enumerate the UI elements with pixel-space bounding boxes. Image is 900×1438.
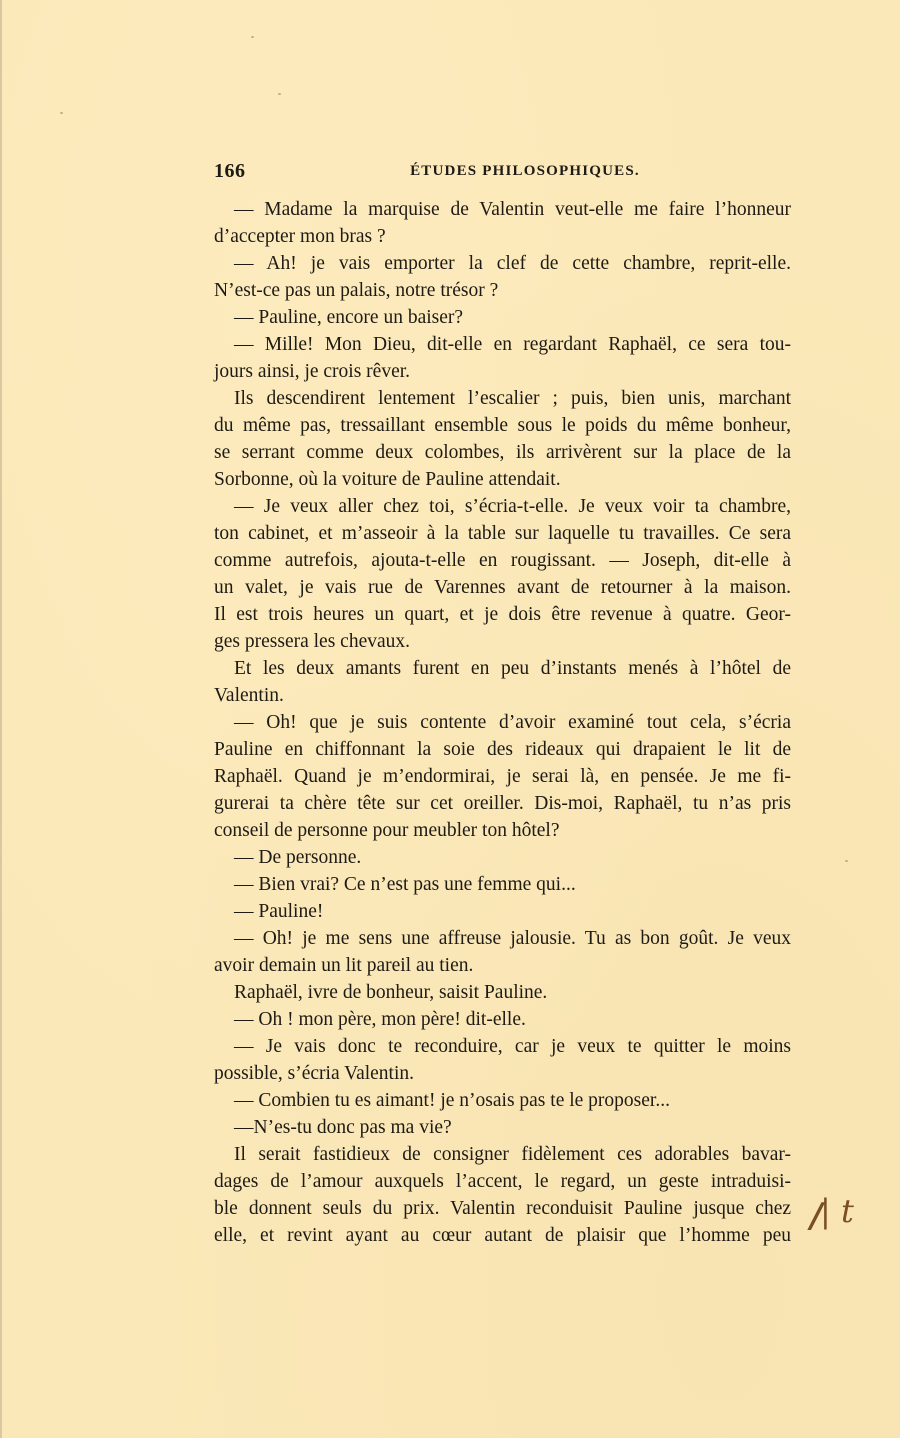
paper-speck [845,860,848,862]
proof-mark: / [810,1196,823,1236]
text-line: — Oh! je me sens une affreuse jalousie. Tu as bon goût. Je veux [234,928,791,949]
text-line: ges pressera les chevaux. [214,631,410,652]
text-line: — Madame la marquise de Valentin veut-elle me faire l’honneur [234,199,791,220]
text-line: N’est-ce pas un palais, notre trésor ? [214,280,499,301]
text-line: — Oh! que je suis contente d’avoir examiné tout cela, s’écria [234,712,791,733]
paper-speck [251,36,254,38]
text-line: jours ainsi, je crois rêver. [214,361,411,382]
text-line: — Oh ! mon père, mon père! dit-elle. [234,1009,526,1030]
text-line: dages de l’amour auxquels l’accent, le regard, un geste intraduisi- [214,1171,791,1192]
text-line: — De personne. [234,847,362,868]
text-line: Il est trois heures un quart, et je dois être revenue à quatre. Geor- [214,604,791,625]
text-line: un valet, je vais rue de Varennes avant de retourner à la maison. [214,577,791,598]
text-line: conseil de personne pour meubler ton hôtel? [214,820,560,841]
text-line: — Pauline! [234,901,324,922]
text-line: — Combien tu es aimant! je n’osais pas te le proposer... [234,1090,670,1111]
page-header [214,160,796,188]
text-line: comme autrefois, ajouta-t-elle en rougissant. — Joseph, dit-elle à [214,550,791,571]
text-line: elle, et revint ayant au cœur autant de plaisir que l’homme peu [214,1225,791,1246]
text-line: gurerai ta chère tête sur cet oreiller. Dis-moi, Raphaël, tu n’as pris [214,793,791,814]
text-line: se serrant comme deux colombes, ils arrivèrent sur la place de la [214,442,791,463]
proof-mark: | t [820,1192,854,1230]
text-line: Il serait fastidieux de consigner fidèlement ces adorables bavar- [234,1144,791,1165]
text-line: —N’es-tu donc pas ma vie? [234,1117,452,1138]
text-line: Raphaël, ivre de bonheur, saisit Pauline. [234,982,548,1003]
paper-speck [278,93,281,95]
text-line: — Mille! Mon Dieu, dit-elle en regardant Raphaël, ce sera tou- [234,334,791,355]
text-line: Et les deux amants furent en peu d’instants menés à l’hôtel de [234,658,791,679]
paper-speck [60,112,63,114]
text-line: Valentin. [214,685,284,706]
text-line: avoir demain un lit pareil au tien. [214,955,474,976]
text-line: — Je veux aller chez toi, s’écria-t-elle. Je veux voir ta chambre, [234,496,791,517]
text-line: ton cabinet, et m’asseoir à la table sur laquelle tu travailles. Ce sera [214,523,791,544]
text-line: Pauline en chiffonnant la soie des rideaux qui drapaient le lit de [214,739,791,760]
text-line: Sorbonne, où la voiture de Pauline attendait. [214,469,561,490]
text-line: — Je vais donc te reconduire, car je veux te quitter le moins [234,1036,791,1057]
running-head: ÉTUDES PHILOSOPHIQUES. [410,163,640,179]
text-line: Ils descendirent lentement l’escalier ; puis, bien unis, marchant [234,388,791,409]
text-line: possible, s’écria Valentin. [214,1063,415,1084]
text-line: — Pauline, encore un baiser? [234,307,464,328]
text-line: Raphaël. Quand je m’endormirai, je serai là, en pensée. Je me fi- [214,766,791,787]
body-text [214,196,791,1249]
page-number: 166 [214,160,246,182]
text-line: d’accepter mon bras ? [214,226,386,247]
text-line: ble donnent seuls du prix. Valentin reconduisit Pauline jusque chez [214,1198,791,1219]
text-line: — Bien vrai? Ce n’est pas une femme qui... [234,874,576,895]
text-line: du même pas, tressaillant ensemble sous le poids du même bonheur, [214,415,791,436]
text-line: — Ah! je vais emporter la clef de cette chambre, reprit-elle. [234,253,791,274]
